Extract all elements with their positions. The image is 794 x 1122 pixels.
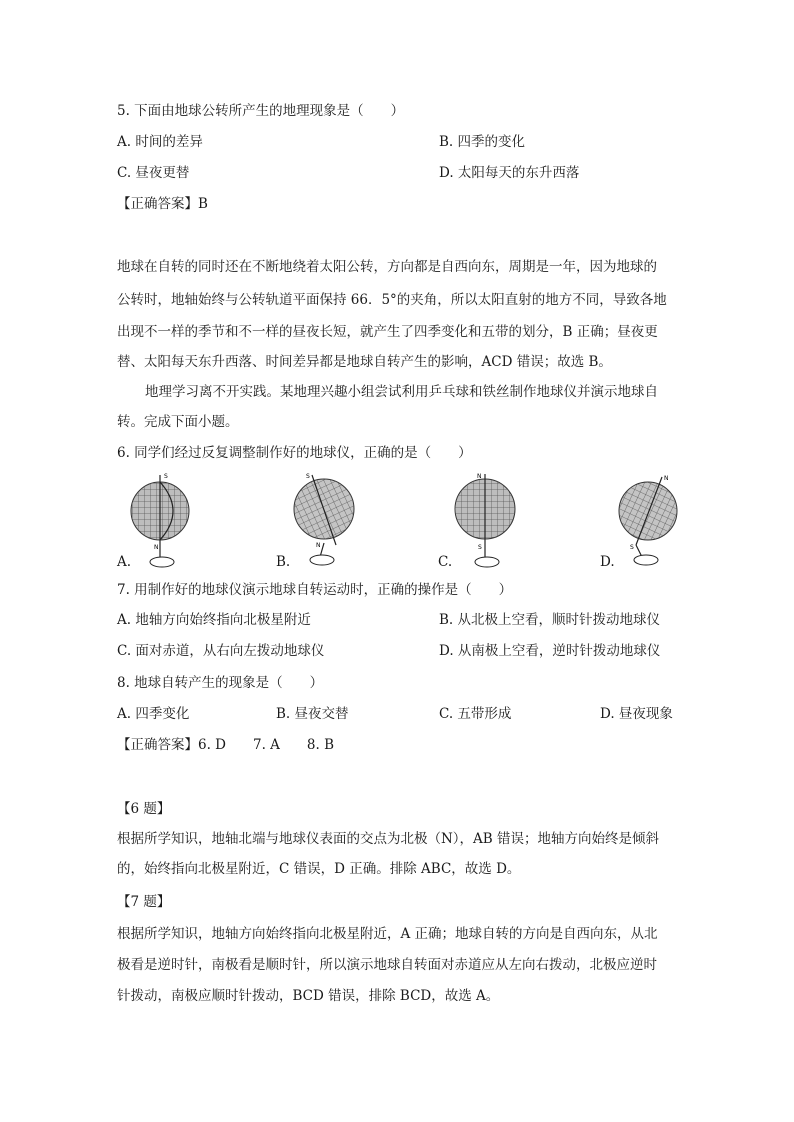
globe-figure-d: [610, 471, 690, 571]
sol6-text-line-1: 根据所学知识，地轴北端与地球仪表面的交点为北极（N），AB 错误；地轴方向始终是倾斜: [117, 831, 660, 847]
q7-option-d: D. 从南极上空看，逆时针拨动地球仪: [439, 643, 661, 659]
sol6-title: 【6 题】: [117, 801, 171, 817]
q5-answer: 【正确答案】B: [117, 196, 208, 212]
q6-label-b: B.: [276, 554, 291, 570]
q8-option-b: B. 昼夜交替: [276, 706, 349, 722]
sol6-text-line-2: 的，始终指向北极星附近，C 错误，D 正确。排除 ABC，故选 D。: [117, 861, 521, 877]
intro-line-1: 地理学习离不开实践。某地理兴趣小组尝试利用乒乓球和铁丝制作地球仪并演示地球自: [145, 384, 658, 400]
q7-option-a: A. 地轴方向始终指向北极星附近: [117, 612, 311, 628]
sol7-title: 【7 题】: [117, 894, 171, 910]
q6-label-a: A.: [117, 554, 132, 570]
globe-a-pole-bottom-label: N: [154, 544, 159, 551]
sol7-text-line-2: 极看是逆时针，南极看是顺时针，所以演示地球自转面对赤道应从左向右拨动，北极应逆时: [117, 957, 657, 973]
globe-figure-c: [449, 471, 525, 571]
intro-line-2: 转。完成下面小题。: [117, 414, 239, 430]
globe-a-pole-top-label: S: [164, 473, 168, 480]
q7-stem: 7. 用制作好的地球仪演示地球自转运动时，正确的操作是（ ）: [117, 582, 513, 598]
answers-678: 【正确答案】6. D 7. A 8. B: [117, 737, 335, 753]
globe-d-pole-bottom-label: S: [630, 544, 634, 551]
sol7-text-line-3: 针拨动，南极应顺时针拨动，BCD 错误，排除 BCD，故选 A。: [117, 988, 500, 1004]
q5-option-d: D. 太阳每天的东升西落: [439, 165, 580, 181]
q6-stem: 6. 同学们经过反复调整制作好的地球仪，正确的是（ ）: [117, 445, 472, 461]
q8-option-c: C. 五带形成: [439, 706, 512, 722]
globe-figure-a: [126, 471, 200, 571]
globe-c-pole-bottom-label: S: [478, 544, 482, 551]
q7-option-b: B. 从北极上空看，顺时针拨动地球仪: [439, 612, 661, 628]
q8-stem: 8. 地球自转产生的现象是（ ）: [117, 675, 324, 691]
q8-option-d: D. 昼夜现象: [600, 706, 673, 722]
q5-explanation-line-2: 公转时，地轴始终与公转轨道平面保持 66．5°的夹角，所以太阳直射的地方不同，导致各地: [117, 292, 667, 308]
q5-option-a: A. 时间的差异: [117, 134, 203, 150]
q5-explanation-line-1: 地球在自转的同时还在不断地绕着太阳公转，方向都是自西向东，周期是一年，因为地球的: [117, 259, 657, 275]
q6-label-c: C.: [438, 554, 453, 570]
q7-option-c: C. 面对赤道，从右向左拨动地球仪: [117, 643, 325, 659]
q5-explanation-line-4: 替、太阳每天东升西落、时间差异都是地球自转产生的影响，ACD 错误；故选 B。: [117, 354, 612, 370]
globe-c-pole-top-label: N: [477, 473, 482, 480]
q5-explanation-line-3: 出现不一样的季节和不一样的昼夜长短，就产生了四季变化和五带的划分，B 正确；昼夜更: [117, 324, 658, 340]
q8-option-a: A. 四季变化: [117, 706, 190, 722]
q5-stem: 5. 下面由地球公转所产生的地理现象是（ ）: [117, 103, 405, 119]
globe-b-pole-bottom-label: N: [316, 542, 321, 549]
sol7-text-line-1: 根据所学知识，地轴方向始终指向北极星附近，A 正确；地球自转的方向是自西向东，从北: [117, 926, 658, 942]
q5-option-b: B. 四季的变化: [439, 134, 526, 150]
q6-label-d: D.: [600, 554, 615, 570]
globe-b-pole-top-label: S: [306, 473, 310, 480]
globe-d-pole-top-label: N: [664, 475, 669, 482]
q5-option-c: C. 昼夜更替: [117, 165, 190, 181]
globe-figure-b: [286, 471, 366, 571]
